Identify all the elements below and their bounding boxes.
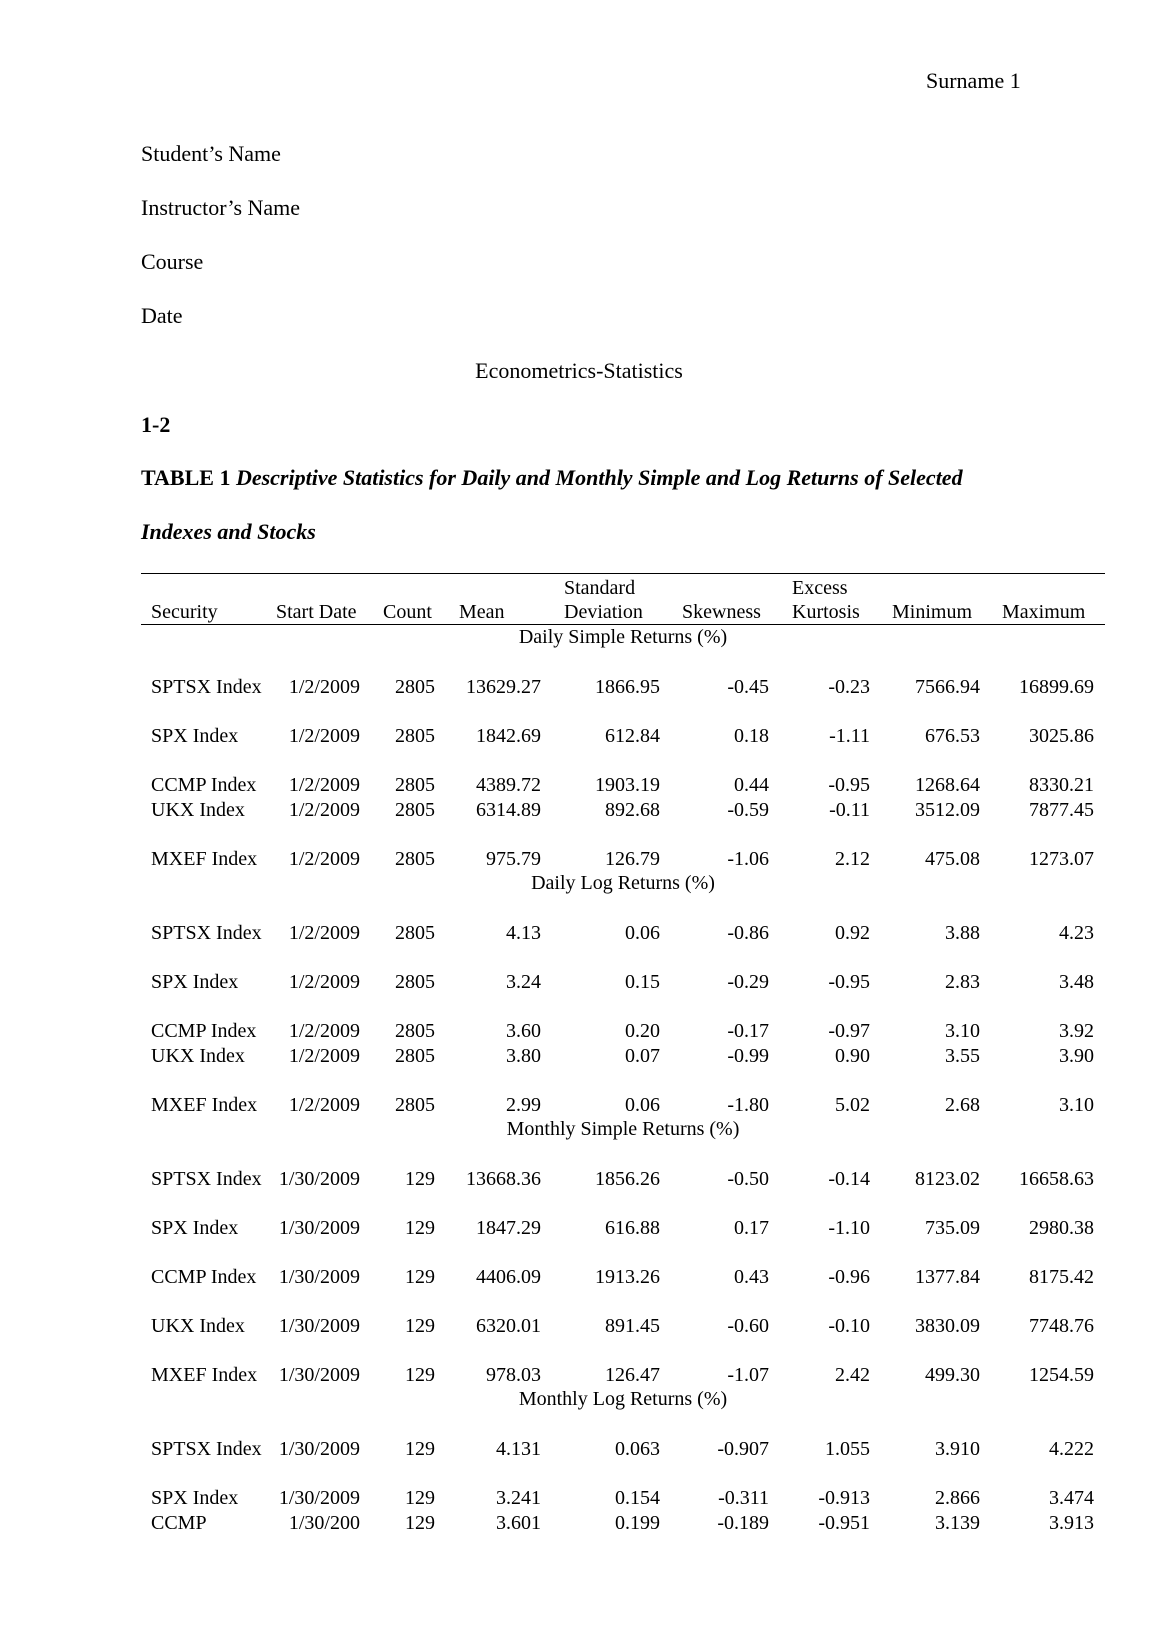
cell-maximum: 7748.76	[1029, 1315, 1094, 1337]
cell-skewness: 0.17	[734, 1217, 769, 1239]
cell-start-date: 1/2/2009	[288, 1020, 360, 1042]
cell-start-date: 1/2/2009	[288, 922, 360, 944]
cell-mean: 4.13	[506, 922, 541, 944]
cell-mean: 3.241	[496, 1487, 541, 1509]
cell-minimum: 7566.94	[915, 676, 980, 698]
cell-minimum: 8123.02	[915, 1168, 980, 1190]
cell-security: SPX Index	[151, 971, 239, 993]
cell-minimum: 3512.09	[915, 799, 980, 821]
cell-std: 0.199	[615, 1512, 660, 1534]
cell-maximum: 16658.63	[1019, 1168, 1094, 1190]
cell-skewness: -0.86	[727, 922, 769, 944]
cell-kurtosis: -0.96	[828, 1266, 870, 1288]
cell-maximum: 3025.86	[1029, 725, 1094, 747]
cell-minimum: 676.53	[925, 725, 980, 747]
cell-minimum: 735.09	[925, 1217, 980, 1239]
cell-start-date: 1/2/2009	[288, 848, 360, 870]
table-row	[141, 797, 1105, 822]
cell-count: 129	[405, 1438, 435, 1460]
cell-security: SPX Index	[151, 1487, 239, 1509]
cell-count: 2805	[395, 799, 435, 821]
cell-count: 2805	[395, 971, 435, 993]
table-row	[141, 1240, 1105, 1289]
cell-mean: 1842.69	[476, 725, 541, 747]
cell-mean: 3.601	[496, 1512, 541, 1534]
cell-skewness: -0.99	[727, 1045, 769, 1067]
table-row	[141, 1142, 1105, 1191]
cell-skewness: -0.50	[727, 1168, 769, 1190]
cell-kurtosis: -0.23	[828, 676, 870, 698]
student-name: Student’s Name	[141, 141, 281, 166]
table-row	[141, 896, 1105, 945]
cell-skewness: -0.907	[717, 1438, 769, 1460]
cell-count: 129	[405, 1487, 435, 1509]
cell-maximum: 8175.42	[1029, 1266, 1094, 1288]
cell-maximum: 1254.59	[1029, 1364, 1094, 1386]
cell-count: 129	[405, 1364, 435, 1386]
cell-skewness: -0.60	[727, 1315, 769, 1337]
cell-start-date: 1/2/2009	[288, 799, 360, 821]
cell-skewness: -1.06	[727, 848, 769, 870]
cell-security: MXEF Index	[151, 1094, 258, 1116]
document-title: Econometrics-Statistics	[475, 358, 683, 383]
cell-kurtosis: -0.95	[828, 774, 870, 796]
cell-security: SPTSX Index	[151, 1168, 262, 1190]
cell-kurtosis: -0.95	[828, 971, 870, 993]
cell-skewness: 0.44	[734, 774, 769, 796]
cell-start-date: 1/2/2009	[288, 1094, 360, 1116]
cell-minimum: 475.08	[925, 848, 980, 870]
cell-security: MXEF Index	[151, 848, 258, 870]
cell-maximum: 3.92	[1059, 1020, 1094, 1042]
cell-maximum: 3.48	[1059, 971, 1094, 993]
cell-skewness: -0.189	[717, 1512, 769, 1534]
cell-start-date: 1/30/2009	[278, 1487, 360, 1509]
cell-minimum: 3.139	[935, 1512, 980, 1534]
cell-count: 2805	[395, 676, 435, 698]
table-body	[141, 625, 1105, 1535]
cell-skewness: 0.18	[734, 725, 769, 747]
cell-security: UKX Index	[151, 799, 245, 821]
instructor-name: Instructor’s Name	[141, 195, 301, 220]
cell-count: 2805	[395, 774, 435, 796]
cell-mean: 2.99	[506, 1094, 541, 1116]
table-row	[141, 748, 1105, 797]
cell-maximum: 3.10	[1059, 1094, 1094, 1116]
cell-count: 2805	[395, 1020, 435, 1042]
course-name: Course	[141, 249, 204, 274]
header-start-date: Start Date	[276, 601, 357, 623]
date-line: Date	[141, 303, 183, 328]
table-row	[141, 1068, 1105, 1117]
cell-std: 616.88	[605, 1217, 660, 1239]
cell-kurtosis: -0.913	[818, 1487, 870, 1509]
cell-std: 0.06	[625, 1094, 660, 1116]
cell-security: CCMP	[151, 1512, 207, 1534]
cell-start-date: 1/30/200	[288, 1512, 360, 1534]
cell-security: CCMP Index	[151, 1020, 257, 1042]
cell-start-date: 1/2/2009	[288, 725, 360, 747]
table-row	[141, 1289, 1105, 1338]
cell-security: UKX Index	[151, 1045, 245, 1067]
cell-security: SPTSX Index	[151, 676, 262, 698]
cell-mean: 3.80	[506, 1045, 541, 1067]
cell-maximum: 1273.07	[1029, 848, 1094, 870]
header-minimum: Minimum	[892, 601, 973, 623]
cell-count: 129	[405, 1217, 435, 1239]
cell-mean: 13629.27	[466, 676, 541, 698]
cell-kurtosis: -0.97	[828, 1020, 870, 1042]
cell-skewness: -1.80	[727, 1094, 769, 1116]
cell-start-date: 1/30/2009	[278, 1217, 360, 1239]
cell-maximum: 3.90	[1059, 1045, 1094, 1067]
cell-security: CCMP Index	[151, 774, 257, 796]
cell-minimum: 3830.09	[915, 1315, 980, 1337]
cell-std: 612.84	[605, 725, 660, 747]
cell-std: 0.063	[615, 1438, 660, 1460]
cell-start-date: 1/2/2009	[288, 676, 360, 698]
cell-maximum: 16899.69	[1019, 676, 1094, 698]
table-row	[141, 1510, 1105, 1535]
running-head: Surname 1	[926, 68, 1021, 93]
table-caption	[141, 465, 963, 491]
cell-mean: 975.79	[486, 848, 541, 870]
cell-kurtosis: 0.90	[835, 1045, 870, 1067]
cell-start-date: 1/30/2009	[278, 1315, 360, 1337]
cell-minimum: 3.88	[945, 922, 980, 944]
cell-maximum: 4.23	[1059, 922, 1094, 944]
cell-mean: 4406.09	[476, 1266, 541, 1288]
table-row	[141, 994, 1105, 1043]
cell-minimum: 1377.84	[915, 1266, 980, 1288]
cell-kurtosis: -0.10	[828, 1315, 870, 1337]
cell-mean: 6314.89	[476, 799, 541, 821]
header-skewness: Skewness	[682, 601, 761, 623]
cell-mean: 13668.36	[466, 1168, 541, 1190]
header-mean: Mean	[459, 601, 505, 623]
cell-mean: 978.03	[486, 1364, 541, 1386]
cell-std: 0.06	[625, 922, 660, 944]
cell-minimum: 3.10	[945, 1020, 980, 1042]
table-row	[141, 1412, 1105, 1461]
cell-security: SPX Index	[151, 1217, 239, 1239]
cell-std: 891.45	[605, 1315, 660, 1337]
cell-start-date: 1/2/2009	[288, 1045, 360, 1067]
cell-count: 129	[405, 1266, 435, 1288]
cell-start-date: 1/2/2009	[288, 774, 360, 796]
cell-maximum: 4.222	[1049, 1438, 1094, 1460]
cell-security: SPTSX Index	[151, 1438, 262, 1460]
cell-kurtosis: -0.951	[818, 1512, 870, 1534]
cell-count: 2805	[395, 1094, 435, 1116]
table-row	[141, 1043, 1105, 1068]
cell-kurtosis: 0.92	[835, 922, 870, 944]
cell-mean: 4.131	[496, 1438, 541, 1460]
cell-minimum: 2.68	[945, 1094, 980, 1116]
cell-std: 0.15	[625, 971, 660, 993]
cell-kurtosis: -1.11	[829, 725, 870, 747]
cell-std: 1913.26	[595, 1266, 660, 1288]
cell-security: CCMP Index	[151, 1266, 257, 1288]
header-kurtosis-line2: Kurtosis	[792, 601, 860, 623]
table-caption-text: Descriptive Statistics for Daily and Monthly Simple and Log Returns of Selected	[235, 465, 963, 490]
cell-kurtosis: 5.02	[835, 1094, 870, 1116]
cell-security: MXEF Index	[151, 1364, 258, 1386]
table-row	[141, 945, 1105, 994]
cell-maximum: 8330.21	[1029, 774, 1094, 796]
group-heading: Monthly Simple Returns (%)	[506, 1118, 740, 1140]
table-row	[141, 699, 1105, 748]
cell-maximum: 3.913	[1049, 1512, 1094, 1534]
cell-count: 2805	[395, 848, 435, 870]
cell-minimum: 3.910	[935, 1438, 980, 1460]
cell-maximum: 7877.45	[1029, 799, 1094, 821]
cell-std: 892.68	[605, 799, 660, 821]
cell-start-date: 1/2/2009	[288, 971, 360, 993]
table-row	[141, 1461, 1105, 1510]
cell-maximum: 3.474	[1049, 1487, 1094, 1509]
cell-std: 0.154	[615, 1487, 660, 1509]
header-maximum: Maximum	[1002, 601, 1086, 623]
cell-minimum: 1268.64	[915, 774, 980, 796]
cell-std: 126.47	[605, 1364, 660, 1386]
header-kurtosis-line1: Excess	[792, 577, 848, 599]
header-std-line2: Deviation	[564, 601, 643, 623]
cell-start-date: 1/30/2009	[278, 1266, 360, 1288]
header-count: Count	[383, 601, 432, 623]
table-caption-continued: Indexes and Stocks	[141, 519, 316, 544]
cell-minimum: 2.866	[935, 1487, 980, 1509]
cell-count: 2805	[395, 1045, 435, 1067]
cell-std: 0.07	[625, 1045, 660, 1067]
cell-std: 1856.26	[595, 1168, 660, 1190]
cell-start-date: 1/30/2009	[278, 1364, 360, 1386]
cell-mean: 3.60	[506, 1020, 541, 1042]
cell-mean: 1847.29	[476, 1217, 541, 1239]
cell-kurtosis: 2.42	[835, 1364, 870, 1386]
table-row	[141, 1338, 1105, 1387]
cell-minimum: 2.83	[945, 971, 980, 993]
cell-kurtosis: 2.12	[835, 848, 870, 870]
cell-std: 0.20	[625, 1020, 660, 1042]
header-security: Security	[151, 601, 218, 623]
section-heading: 1-2	[141, 412, 171, 437]
cell-kurtosis: -0.14	[828, 1168, 870, 1190]
cell-skewness: -1.07	[727, 1364, 769, 1386]
cell-security: SPX Index	[151, 725, 239, 747]
cell-std: 126.79	[605, 848, 660, 870]
cell-mean: 3.24	[506, 971, 541, 993]
cell-kurtosis: 1.055	[825, 1438, 870, 1460]
cell-std: 1866.95	[595, 676, 660, 698]
statistics-table	[141, 573, 1105, 1535]
cell-skewness: -0.45	[727, 676, 769, 698]
table-row	[141, 822, 1105, 871]
cell-security: SPTSX Index	[151, 922, 262, 944]
cell-start-date: 1/30/2009	[278, 1168, 360, 1190]
cell-minimum: 499.30	[925, 1364, 980, 1386]
cell-count: 129	[405, 1512, 435, 1534]
cell-skewness: -0.17	[727, 1020, 769, 1042]
group-heading: Monthly Log Returns (%)	[518, 1388, 728, 1410]
header-std-line1: Standard	[564, 577, 636, 599]
cell-count: 2805	[395, 725, 435, 747]
cell-mean: 4389.72	[476, 774, 541, 796]
group-heading: Daily Simple Returns (%)	[518, 626, 728, 648]
cell-skewness: -0.59	[727, 799, 769, 821]
cell-skewness: -0.311	[718, 1487, 769, 1509]
table-caption-label: TABLE 1	[141, 465, 231, 490]
cell-skewness: -0.29	[727, 971, 769, 993]
table-header	[141, 574, 1105, 624]
cell-count: 2805	[395, 922, 435, 944]
cell-mean: 6320.01	[476, 1315, 541, 1337]
cell-count: 129	[405, 1168, 435, 1190]
table-row	[141, 650, 1105, 699]
cell-std: 1903.19	[595, 774, 660, 796]
cell-count: 129	[405, 1315, 435, 1337]
table-row	[141, 1191, 1105, 1240]
cell-maximum: 2980.38	[1029, 1217, 1094, 1239]
cell-kurtosis: -1.10	[828, 1217, 870, 1239]
group-heading: Daily Log Returns (%)	[531, 872, 715, 894]
cell-minimum: 3.55	[945, 1045, 980, 1067]
cell-kurtosis: -0.11	[829, 799, 870, 821]
cell-start-date: 1/30/2009	[278, 1438, 360, 1460]
cell-skewness: 0.43	[734, 1266, 769, 1288]
cell-security: UKX Index	[151, 1315, 245, 1337]
